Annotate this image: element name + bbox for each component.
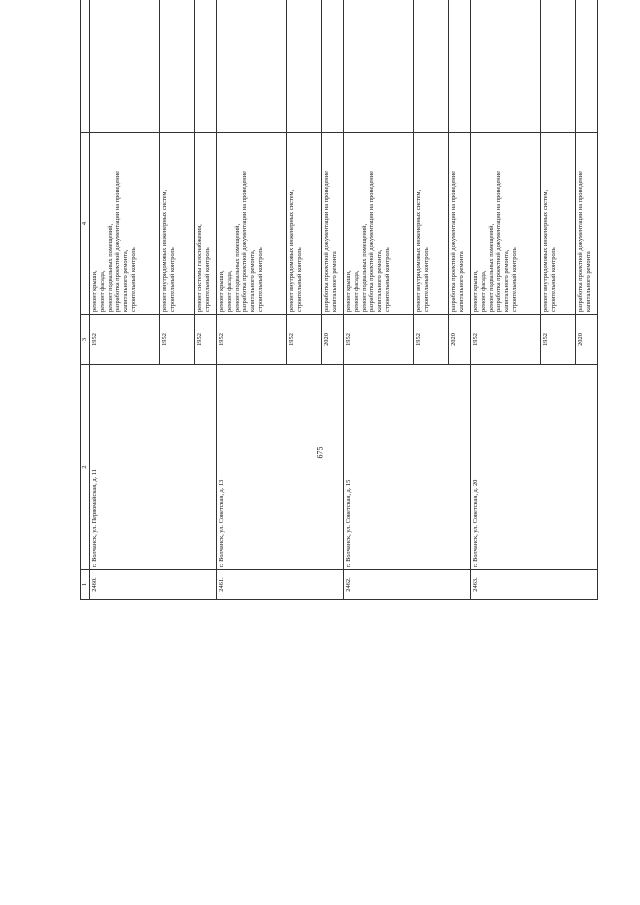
work-cell: ремонт крыши, ремонт фасада, ремонт подвальных помещений, разработка проектной документации на проведение капитального ремонта, строительный контроль xyxy=(217,133,287,315)
address-cell: г. Волчанск, ул. Советская, д. 20 xyxy=(471,365,598,570)
term-cell xyxy=(322,0,344,133)
work-cell: разработка проектной документации на проведение капитального ремонта xyxy=(449,133,471,315)
year-cell: 1952 xyxy=(414,315,449,365)
year-cell: 1952 xyxy=(90,315,160,365)
term-cell xyxy=(414,0,449,133)
year-cell: 2020 xyxy=(322,315,344,365)
term-cell xyxy=(576,0,598,133)
work-cell: ремонт крыши, ремонт фасада, ремонт подвальных помещений, разработка проектной документации на проведение капитального ремонта, строительный контроль xyxy=(344,133,414,315)
row-number: 2461. xyxy=(217,570,344,600)
page-number: 675 xyxy=(315,446,325,459)
term-cell xyxy=(160,0,195,133)
work-cell: ремонт внутридомовых инженерных систем, строительный контроль xyxy=(541,133,576,315)
work-cell: ремонт крыши, ремонт фасада, ремонт подвальных помещений, разработка проектной документации на проведение капитального ремонта, строительный контроль xyxy=(90,133,160,315)
work-cell: ремонт внутридомовых инженерных систем, строительный контроль xyxy=(414,133,449,315)
year-cell: 1952 xyxy=(471,315,541,365)
row-number: 2460. xyxy=(90,570,217,600)
year-cell: 1952 xyxy=(195,315,217,365)
header-col-5 xyxy=(81,0,90,133)
table-row xyxy=(217,0,287,600)
term-cell xyxy=(541,0,576,133)
year-cell: 2020 xyxy=(576,315,598,365)
year-cell: 2020 xyxy=(449,315,471,365)
term-cell xyxy=(449,0,471,133)
year-cell: 1952 xyxy=(217,315,287,365)
year-cell: 1952 xyxy=(160,315,195,365)
work-cell: ремонт крыши, ремонт фасада, ремонт подвальных помещений, разработка проектной документации на проведение капитального ремонта, строительный контроль xyxy=(471,133,541,315)
term-cell xyxy=(90,0,160,133)
work-cell: ремонт внутридомовых инженерных систем, строительный контроль xyxy=(287,133,322,315)
header-col-2: 2 xyxy=(81,365,90,570)
header-col-3: 3 xyxy=(81,315,90,365)
work-cell: разработка проектной документации на проведение капитального ремонта xyxy=(322,133,344,315)
term-cell xyxy=(471,0,541,133)
term-cell xyxy=(195,0,217,133)
work-cell: ремонт внутридомовых инженерных систем, строительный контроль xyxy=(160,133,195,315)
header-col-4: 4 xyxy=(81,133,90,315)
repair-schedule-table xyxy=(80,0,598,600)
header-row xyxy=(81,0,90,600)
term-cell xyxy=(217,0,287,133)
year-cell: 1952 xyxy=(287,315,322,365)
table-row xyxy=(471,0,541,600)
document-page xyxy=(80,80,600,847)
address-cell: г. Волчанск, ул. Первомайская, д. 11 xyxy=(90,365,217,570)
year-cell: 1952 xyxy=(344,315,414,365)
table-row xyxy=(344,0,414,600)
work-cell: разработка проектной документации на проведение капитального ремонта xyxy=(576,133,598,315)
term-cell xyxy=(344,0,414,133)
table-rotated-wrapper xyxy=(80,0,600,600)
table-row xyxy=(90,0,160,600)
year-cell: 1952 xyxy=(541,315,576,365)
address-cell: г. Волчанск, ул. Советская, д. 13 xyxy=(217,365,344,570)
row-number: 2462. xyxy=(344,570,471,600)
header-col-1: 1 xyxy=(81,570,90,600)
work-cell: ремонт системы газоснабжения, строительный контроль xyxy=(195,133,217,315)
term-cell xyxy=(287,0,322,133)
address-cell: г. Волчанск, ул. Советская, д. 15 xyxy=(344,365,471,570)
row-number: 2463. xyxy=(471,570,598,600)
